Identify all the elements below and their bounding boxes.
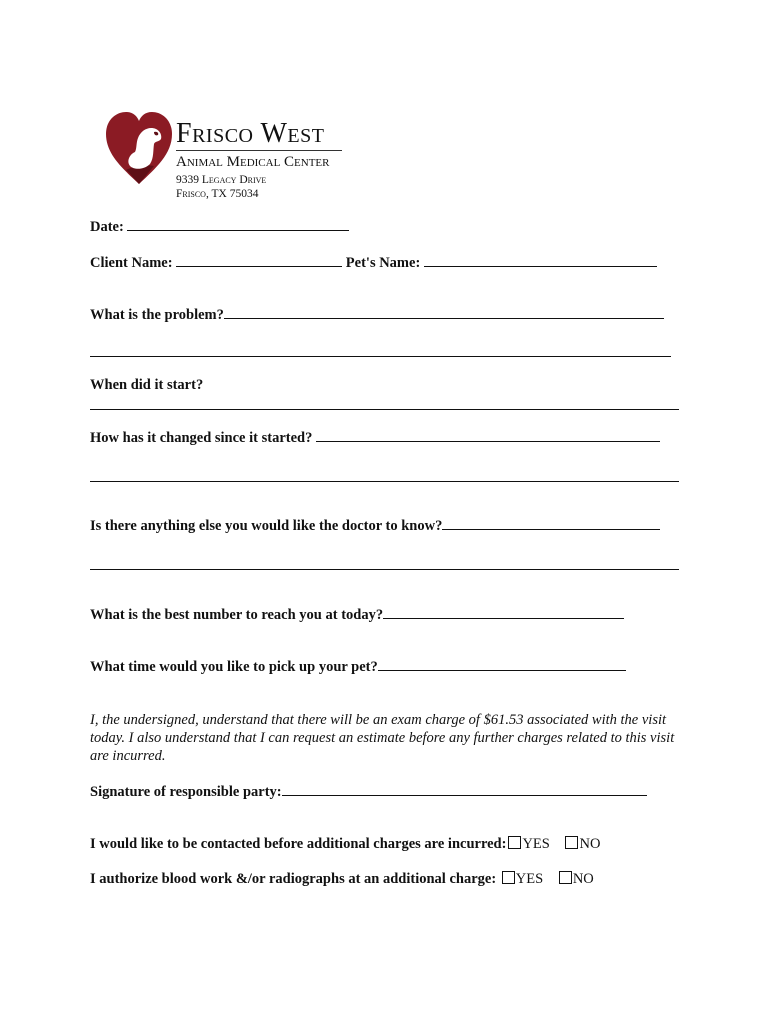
clinic-name: Frisco West: [176, 118, 325, 149]
contact-yes-checkbox[interactable]: [508, 836, 521, 849]
problem-row: [90, 306, 664, 324]
client-name-field[interactable]: [176, 254, 342, 267]
best-number-field[interactable]: [383, 606, 624, 619]
pickup-label: What time would you like to pick up your pet?: [90, 659, 378, 675]
problem-field-line-2[interactable]: [90, 356, 671, 357]
signature-field[interactable]: [282, 783, 647, 796]
date-row: [90, 218, 349, 236]
clinic-address-street: 9339 Legacy Drive: [176, 174, 267, 186]
start-label: When did it start?: [90, 377, 204, 393]
anything-else-label: Is there anything else you would like the doctor to know?: [90, 518, 443, 534]
client-name-label: Client Name:: [90, 255, 173, 271]
pet-name-label: Pet's Name:: [345, 255, 421, 271]
clinic-address-city: Frisco, TX 75034: [176, 188, 259, 200]
contact-no-checkbox[interactable]: [565, 836, 578, 849]
problem-field[interactable]: [224, 306, 664, 319]
changed-row: [90, 429, 660, 447]
contact-row: [90, 835, 600, 853]
date-field[interactable]: [127, 218, 349, 231]
anything-else-field-line-2[interactable]: [90, 569, 679, 570]
contact-label: I would like to be contacted before additional charges are incurred:: [90, 836, 507, 852]
clinic-logo: [104, 108, 354, 204]
exam-charge-disclaimer: I, the undersigned, understand that there will be an exam charge of $61.53 associated with the visit today. I also understand that I can request an estimate before any further charges related to this visit are incurred.: [90, 712, 675, 764]
anything-else-field[interactable]: [442, 517, 660, 530]
changed-field-line-2[interactable]: [90, 481, 679, 482]
authorize-label: I authorize blood work &/or radiographs at an additional charge:: [90, 871, 497, 887]
date-label: Date:: [90, 219, 124, 235]
signature-label: Signature of responsible party:: [90, 784, 282, 800]
clinic-subtitle: Animal Medical Center: [176, 154, 330, 170]
pickup-row: [90, 658, 626, 676]
heart-dog-logo-icon: [104, 108, 174, 186]
authorize-yes-label: YES: [515, 871, 544, 887]
changed-field[interactable]: [316, 429, 660, 442]
problem-label: What is the problem?: [90, 307, 224, 323]
authorize-row: [90, 870, 594, 888]
contact-no-label: NO: [579, 836, 601, 852]
authorize-no-checkbox[interactable]: [559, 871, 572, 884]
contact-yes-label: YES: [522, 836, 550, 852]
client-pet-row: [90, 254, 657, 272]
signature-row: [90, 783, 647, 801]
authorize-yes-checkbox[interactable]: [502, 871, 515, 884]
changed-label: How has it changed since it started?: [90, 430, 313, 446]
start-field[interactable]: [90, 409, 679, 410]
logo-divider: [176, 150, 342, 151]
authorize-no-label: NO: [572, 871, 594, 887]
pet-name-field[interactable]: [424, 254, 657, 267]
anything-else-row: [90, 517, 660, 535]
best-number-label: What is the best number to reach you at today?: [90, 607, 384, 623]
pickup-field[interactable]: [378, 658, 626, 671]
best-number-row: [90, 606, 624, 624]
